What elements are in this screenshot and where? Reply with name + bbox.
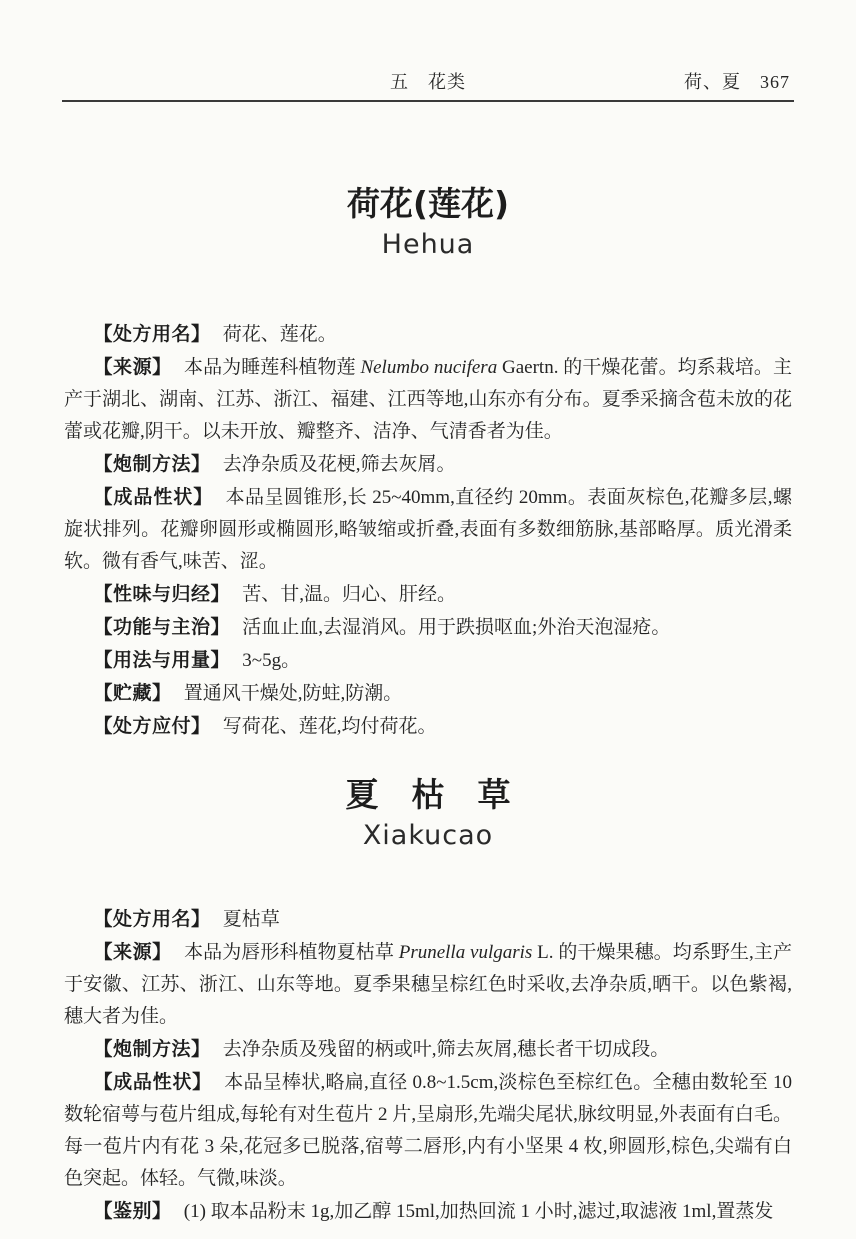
- paragraph: [64, 1066, 792, 1195]
- section-label: 【成品性状】: [93, 1071, 212, 1093]
- paragraph-text: 置通风干燥处,防蛀,防潮。: [183, 683, 403, 704]
- section-label: 【功能与主治】: [93, 616, 230, 638]
- section-label: 【处方用名】: [93, 908, 211, 930]
- paragraph-text: Gaertn. 的干燥花蕾。均系栽培。主产于湖北、湖南、江苏、浙江、福建、江西等地,山东亦有分布。夏季采摘含苞未放的花蕾或花瓣,阴干。以未开放、瓣整齐、洁净、气清香者为佳。: [64, 357, 792, 442]
- paragraph: [64, 611, 792, 644]
- paragraph: [64, 1195, 792, 1228]
- paragraph-text: 写荷花、莲花,均付荷花。: [222, 716, 437, 737]
- article-paragraphs: [64, 903, 792, 1228]
- running-header: [64, 0, 792, 92]
- header-page-reference: 荷、夏 367: [684, 72, 790, 92]
- article-pinyin: Hehua: [381, 229, 475, 260]
- article-hehua: [64, 182, 792, 743]
- paragraph-text: 3~5g。: [242, 650, 301, 671]
- section-label: 【来源】: [93, 356, 172, 378]
- paragraph-text: 夏枯草: [222, 909, 280, 930]
- paragraph-text: 本品为睡莲科植物莲: [184, 357, 361, 378]
- paragraph: [64, 351, 792, 448]
- latin-botanical-name: Nelumbo nucifera: [360, 357, 498, 378]
- paragraph: [64, 903, 792, 936]
- latin-botanical-name: Prunella vulgaris: [398, 942, 533, 963]
- header-section-title: 五 花类: [390, 72, 466, 92]
- paragraph: [64, 318, 792, 351]
- paragraph-text: (1) 取本品粉末 1g,加乙醇 15ml,加热回流 1 小时,滤过,取滤液 1ml,置蒸发: [183, 1201, 774, 1222]
- section-label: 【处方应付】: [93, 715, 211, 737]
- section-label: 【用法与用量】: [93, 649, 230, 671]
- section-label: 【处方用名】: [93, 323, 211, 345]
- paragraph-text: 本品为唇形科植物夏枯草: [184, 942, 399, 963]
- section-label: 【来源】: [93, 941, 172, 963]
- paragraph-text: 苦、甘,温。归心、肝经。: [242, 584, 457, 605]
- paragraph: [64, 1033, 792, 1066]
- paragraph-text: 去净杂质及残留的柄或叶,筛去灰屑,穗长者干切成段。: [222, 1039, 670, 1060]
- header-rule: [62, 100, 794, 102]
- paragraph: [64, 644, 792, 677]
- section-label: 【炮制方法】: [93, 453, 211, 475]
- section-label: 【炮制方法】: [93, 1038, 211, 1060]
- paragraph-text: L. 的干燥果穗。均系野生,主产于安徽、江苏、浙江、山东等地。夏季果穗呈棕红色时采收,去净杂质,晒干。以色紫褐,穗大者为佳。: [64, 942, 792, 1027]
- paragraph-text: 本品呈棒状,略扁,直径 0.8~1.5cm,淡棕色至棕红色。全穗由数轮至 10 数轮宿萼与苞片组成,每轮有对生苞片 2 片,呈扇形,先端尖尾状,脉纹明显,外表面有白毛。每一苞片内有花 3 朵,花冠多已脱落,宿萼二唇形,内有小坚果 4 枚,卵圆形,棕色,尖端有白色突起。体轻。气微,味淡。: [64, 1072, 792, 1189]
- article-title: 夏 枯 草: [345, 775, 511, 814]
- paragraph: [64, 481, 792, 578]
- section-label: 【性味与归经】: [93, 583, 230, 605]
- paragraph-text: 本品呈圆锥形,长 25~40mm,直径约 20mm。表面灰棕色,花瓣多层,螺旋状排列。花瓣卵圆形或椭圆形,略皱缩或折叠,表面有多数细筋脉,基部略厚。质光滑柔软。微有香气,味苦、涩。: [64, 487, 792, 572]
- paragraph-text: 荷花、莲花。: [222, 324, 337, 345]
- paragraph: [64, 677, 792, 710]
- section-label: 【成品性状】: [93, 486, 214, 508]
- article-xiakucao: [64, 773, 792, 1228]
- paragraph-text: 去净杂质及花梗,筛去灰屑。: [222, 454, 456, 475]
- paragraph-text: 活血止血,去湿消风。用于跌损呕血;外治天泡湿疮。: [242, 617, 671, 638]
- paragraph: [64, 448, 792, 481]
- section-label: 【鉴别】: [93, 1200, 172, 1222]
- paragraph: [64, 710, 792, 743]
- article-title: 荷花(莲花): [346, 184, 510, 223]
- article-paragraphs: [64, 318, 792, 743]
- section-label: 【贮藏】: [93, 682, 172, 704]
- article-pinyin: Xiakucao: [362, 820, 494, 851]
- paragraph: [64, 936, 792, 1033]
- paragraph: [64, 578, 792, 611]
